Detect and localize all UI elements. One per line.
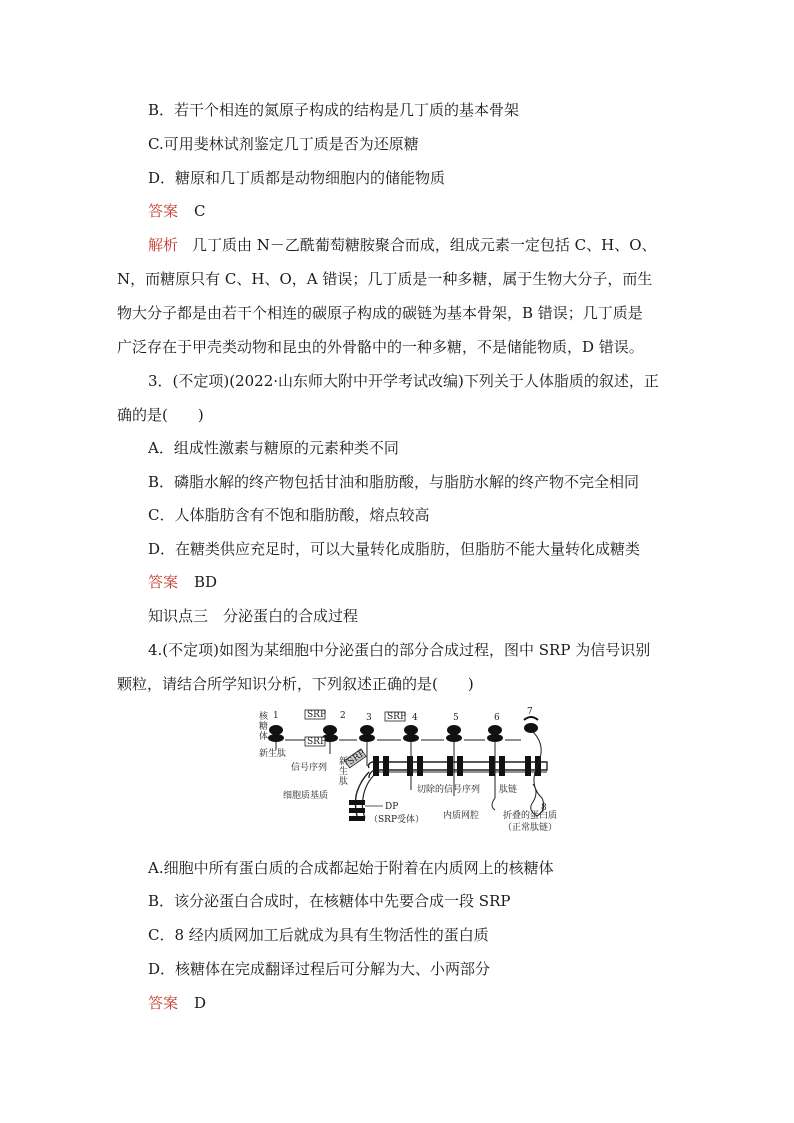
q2-option-d: D．糖原和几丁质都是动物细胞内的储能物质 xyxy=(148,169,446,187)
q2-analysis-line-3: 物大分子都是由若干个相连的碳原子构成的碳链为基本骨架，B 错误；几丁质是 xyxy=(117,304,643,322)
q3-answer xyxy=(148,572,217,592)
answer-value: BD xyxy=(194,573,218,591)
label-new-2: 生 xyxy=(339,767,349,777)
q2-option-b: B．若干个相连的氮原子构成的结构是几丁质的基本骨架 xyxy=(148,101,520,119)
q4-option-c: C．8 经内质网加工后就成为具有生物活性的蛋白质 xyxy=(148,926,489,944)
step-3: 3 xyxy=(366,713,372,723)
answer-label: 答案 xyxy=(148,202,179,220)
q2-answer xyxy=(148,201,206,221)
protein-synthesis-diagram xyxy=(257,706,567,844)
step-8: 8 xyxy=(541,803,547,813)
q3-option-c: C．人体脂肪含有不饱和脂肪酸，熔点较高 xyxy=(148,506,430,524)
q3-option-d: D．在糖类供应充足时，可以大量转化成脂肪，但脂肪不能大量转化成糖类 xyxy=(148,540,641,558)
label-cut-signal: 切除的信号序列 xyxy=(417,785,481,795)
step-4: 4 xyxy=(412,713,418,723)
q4-option-a: A.细胞中所有蛋白质的合成都起始于附着在内质网上的核糖体 xyxy=(148,859,554,877)
analysis-label: 解析 xyxy=(148,236,179,254)
label-cytosol: 细胞质基质 xyxy=(283,791,329,801)
q2-analysis-line-4: 广泛存在于甲壳类动物和昆虫的外骨骼中的一种多糖，不是储能物质，D 错误。 xyxy=(117,338,644,356)
section-title: 知识点三 分泌蛋白的合成过程 xyxy=(148,607,359,625)
q3-stem-line-1: 3．(不定项)(2022·山东师大附中开学考试改编)下列关于人体脂质的叙述，正 xyxy=(148,372,659,390)
q2-analysis-line-2: N，而糖原只有 C、H、O，A 错误；几丁质是一种多糖，属于生物大分子，而生 xyxy=(117,270,653,288)
q4-stem-line-2: 颗粒，请结合所学知识分析，下列叙述正确的是( ) xyxy=(117,675,474,693)
svg-text:SRP: SRP xyxy=(307,710,326,720)
step-7: 7 xyxy=(527,707,533,717)
label-srp-receptor: （SRP受体） xyxy=(369,815,424,825)
label-folded-1: 折叠的蛋白质 xyxy=(503,811,558,821)
label-signal-sequence: 信号序列 xyxy=(291,763,328,773)
step-6: 6 xyxy=(494,713,500,723)
answer-value: C xyxy=(194,202,206,220)
q3-option-a: A．组成性激素与糖原的元素种类不同 xyxy=(148,439,399,457)
label-ribosome-1: 核 xyxy=(259,712,269,722)
srp-boxes xyxy=(305,710,406,768)
q2-analysis-line-1 xyxy=(148,235,657,255)
label-new-peptide: 新生肽 xyxy=(259,749,287,759)
step-2: 2 xyxy=(340,711,346,721)
label-dp: DP xyxy=(385,802,399,812)
label-ribosome-2: 糖 xyxy=(259,722,269,732)
q2-option-c: C.可用斐林试剂鉴定几丁质是否为还原糖 xyxy=(148,135,419,153)
label-folded-2: （正常肽链） xyxy=(503,823,558,833)
answer-value: D xyxy=(194,994,207,1012)
label-new-3: 肽 xyxy=(339,777,349,787)
svg-text:SRP: SRP xyxy=(346,748,368,768)
q4-option-d: D．核糖体在完成翻译过程后可分解为大、小两部分 xyxy=(148,960,491,978)
answer-label: 答案 xyxy=(148,573,179,591)
q4-answer xyxy=(148,993,206,1013)
analysis-text: 几丁质由 N－乙酰葡萄糖胺聚合而成，组成元素一定包括 C、H、O、 xyxy=(192,236,657,254)
answer-label: 答案 xyxy=(148,994,179,1012)
label-ribosome-3: 体 xyxy=(259,732,269,742)
label-er-lumen: 内质网腔 xyxy=(443,811,480,821)
label-new-1: 新 xyxy=(339,757,349,767)
step-1: 1 xyxy=(273,711,279,721)
q4-option-b: B．该分泌蛋白合成时，在核糖体中先要合成一段 SRP xyxy=(148,892,511,910)
q3-option-b: B．磷脂水解的终产物包括甘油和脂肪酸，与脂肪水解的终产物不完全相同 xyxy=(148,473,640,491)
q4-stem-line-1: 4.(不定项)如图为某细胞中分泌蛋白的部分合成过程，图中 SRP 为信号识别 xyxy=(148,641,651,659)
svg-text:SRP: SRP xyxy=(307,737,326,747)
label-peptide-chain: 肽链 xyxy=(499,785,518,795)
diagram-svg xyxy=(257,706,567,844)
step-5: 5 xyxy=(453,713,459,723)
q3-stem-line-2: 确的是( ) xyxy=(117,406,204,424)
svg-text:SRP: SRP xyxy=(387,712,406,722)
